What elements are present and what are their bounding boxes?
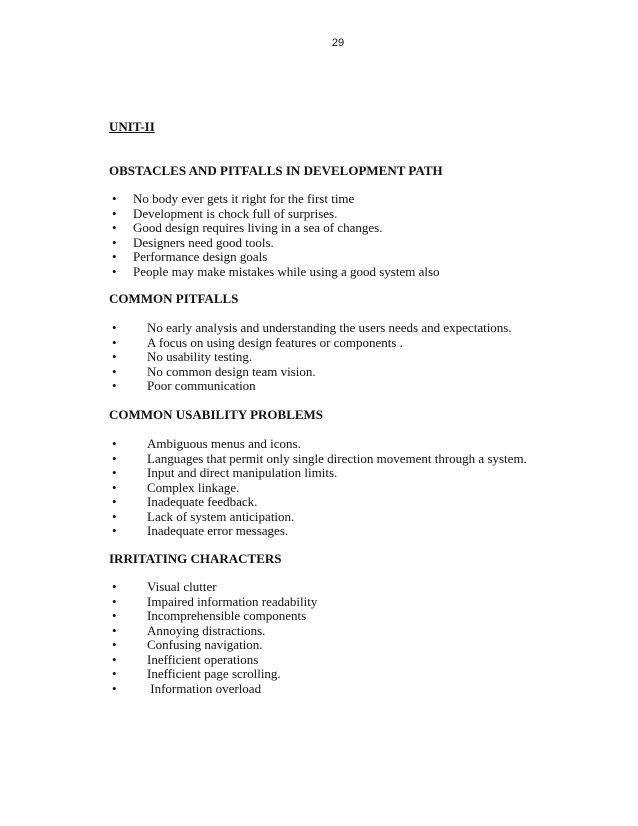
bullet-icon: • xyxy=(112,234,117,250)
bullet-icon: • xyxy=(112,465,117,480)
bullet-icon: • xyxy=(112,579,117,594)
section-heading-irritating-characters: IRRITATING CHARACTERS xyxy=(109,551,282,566)
bullet-icon: • xyxy=(112,191,117,206)
bullet-icon: • xyxy=(112,608,117,623)
list-item-text: Performance design goals xyxy=(133,249,268,264)
list-item-text: Good design requires living in a sea of changes. xyxy=(133,220,383,235)
list-item-text: Poor communication xyxy=(147,378,256,393)
list-item-text: Lack of system anticipation. xyxy=(147,508,295,524)
bullet-icon: • xyxy=(112,450,117,466)
list-item-text: Languages that permit only single direction movement through a system. xyxy=(147,450,527,466)
bullet-icon: • xyxy=(112,263,117,279)
bullet-icon: • xyxy=(112,320,117,335)
list-item-text: No body ever gets it right for the first time xyxy=(133,191,355,206)
bullet-icon: • xyxy=(112,593,117,609)
bullet-icon: • xyxy=(112,523,117,538)
bullet-icon: • xyxy=(112,651,117,667)
list-item-text: Complex linkage. xyxy=(147,479,240,495)
list-item-text: Input and direct manipulation limits. xyxy=(147,465,338,480)
bullet-icon: • xyxy=(112,349,117,364)
bullet-icon: • xyxy=(112,479,117,495)
bullet-icon: • xyxy=(112,666,117,681)
list-item-text: People may make mistakes while using a good system also xyxy=(133,263,440,279)
list-item-text: Visual clutter xyxy=(147,579,217,594)
bullet-icon: • xyxy=(112,378,117,393)
list-item-text: Information overload xyxy=(147,680,262,696)
bullet-icon: • xyxy=(112,508,117,524)
list-item-text: A focus on using design features or components . xyxy=(147,334,403,350)
list-item-text: Inefficient operations xyxy=(147,651,259,667)
section-heading-common-pitfalls: COMMON PITFALLS xyxy=(109,291,239,306)
list-item-text: Inadequate feedback. xyxy=(147,494,258,509)
list-item-text: Ambiguous menus and icons. xyxy=(147,436,301,451)
list-item-text: Impaired information readability xyxy=(147,593,318,609)
section-heading-usability-problems: COMMON USABILITY PROBLEMS xyxy=(109,407,324,422)
bullet-icon: • xyxy=(112,680,117,696)
list-item-text: No common design team vision. xyxy=(147,363,316,379)
list-item-text: Confusing navigation. xyxy=(147,637,263,652)
bullet-icon: • xyxy=(112,637,117,652)
list-item-text: Inefficient page scrolling. xyxy=(147,666,281,681)
list-item-text: Incomprehensible components xyxy=(147,608,307,623)
bullet-icon: • xyxy=(112,436,117,451)
unit-title: UNIT-II xyxy=(109,119,155,134)
bullet-icon: • xyxy=(112,494,117,509)
list-item-text: No early analysis and understanding the users needs and expectations. xyxy=(147,320,512,335)
bullet-icon: • xyxy=(112,220,117,235)
page-number: 29 xyxy=(331,37,345,49)
bullet-icon: • xyxy=(112,363,117,379)
list-item-text: Annoying distractions. xyxy=(147,622,266,638)
list-item-text: Inadequate error messages. xyxy=(147,523,289,538)
bullet-icon: • xyxy=(112,249,117,264)
bullet-icon: • xyxy=(112,334,117,350)
bullet-icon: • xyxy=(112,205,117,221)
bullet-icon: • xyxy=(112,622,117,638)
list-item-text: Designers need good tools. xyxy=(133,234,274,250)
list-item-text: Development is chock full of surprises. xyxy=(133,205,338,221)
section-heading-obstacles: OBSTACLES AND PITFALLS IN DEVELOPMENT PATH xyxy=(109,163,443,178)
list-item-text: No usability testing. xyxy=(147,349,253,364)
